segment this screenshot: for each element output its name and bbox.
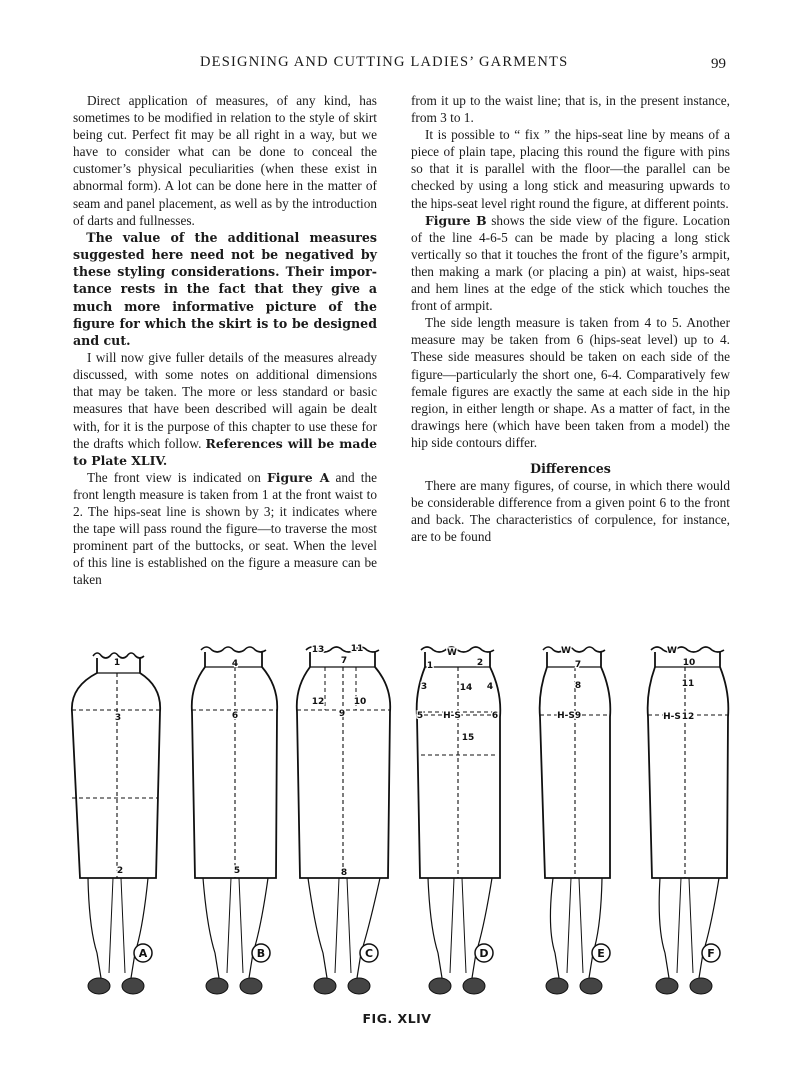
shoe — [546, 978, 568, 994]
measure-label: 6 — [231, 711, 239, 721]
measure-label: 1 — [113, 658, 121, 668]
leg — [677, 878, 681, 973]
leg — [579, 878, 583, 973]
measure-label: 9 — [574, 711, 582, 721]
running-header — [0, 54, 794, 74]
figure-caption: FIG. XLIV — [362, 1011, 432, 1026]
leg — [203, 878, 219, 978]
measure-label: 8 — [340, 868, 348, 878]
figure-reference: Figure B — [424, 212, 487, 228]
measure-label: 12 — [311, 697, 325, 707]
leg — [109, 878, 113, 973]
measure-label: 4 — [231, 659, 239, 669]
section-heading: Differences — [530, 460, 611, 476]
leg — [239, 878, 243, 973]
measure-label: 10 — [353, 697, 367, 707]
shoe — [580, 978, 602, 994]
paragraph-text: I will now give fuller details of the measures already discussed, with some notes on additional dimensions that may be taken. The more or less standard or basic measures that have been described will again be dealt with, for it is the purpose of this chapter to use these for the drafts which follow. — [73, 350, 377, 451]
shoe — [463, 978, 485, 994]
measure-label: 2 — [116, 866, 124, 876]
paragraph — [73, 349, 377, 469]
paragraph — [73, 469, 377, 589]
measure-label: 13 — [311, 645, 325, 655]
measure-label: 1 — [426, 661, 434, 671]
left-column — [73, 92, 377, 588]
leg — [450, 878, 454, 973]
waistband-edge — [651, 647, 724, 652]
measure-label: 12 — [681, 712, 695, 722]
leg — [589, 878, 602, 978]
paragraph: It is possible to “ fix ” the hips-seat line by means of a piece of plain tape, placing this round the figure with pins so that it is parallel with the floor—the parallel can be checked by using a long stick and measuring upwards to the hips-seat level right round the figure, at different points. — [411, 127, 730, 211]
paragraph: from it up to the waist line; that is, in the present instance, from 3 to 1. — [411, 93, 730, 126]
leg — [347, 878, 351, 973]
shoe — [348, 978, 370, 994]
leg — [308, 878, 327, 978]
leg — [689, 878, 693, 973]
measure-label: 11 — [350, 644, 364, 654]
shoe — [656, 978, 678, 994]
paragraph-text: and the front length measure is taken from 1 at the front waist to 2. The hips-seat line is shown by 3; it indicates where the tape will pass round the figure—to traverse the most prominent part of the buttocks, or seat. When the level of this line is established on the figure a measure can be taken — [73, 469, 378, 588]
shoe — [690, 978, 712, 994]
leg — [88, 878, 101, 978]
measure-label: 9 — [338, 709, 346, 719]
figure-letter: D — [479, 947, 489, 960]
right-column — [411, 92, 730, 545]
measure-label: 5 — [416, 711, 424, 721]
bold-paragraph: The value of the additional measures suggested here need not be negatived by these styling considerations. Their importance rests in the fact that they give a much more informative picture of the figure for which the skirt is to be designed and cut. — [73, 229, 377, 348]
leg — [567, 878, 571, 973]
figure-letter: B — [256, 947, 266, 960]
measure-label: 6 — [491, 711, 499, 721]
running-title: DESIGNING AND CUTTING LADIES’ GARMENTS — [200, 54, 569, 70]
measure-label: 4 — [486, 682, 494, 692]
shoe — [206, 978, 228, 994]
leg — [428, 878, 442, 978]
page-number: 99 — [711, 56, 726, 72]
measure-label: 8 — [574, 681, 582, 691]
paragraph — [411, 212, 730, 315]
measure-label: 10 — [682, 658, 696, 668]
leg — [249, 878, 268, 978]
shoe — [314, 978, 336, 994]
paragraph-text: The front view is indicated on — [86, 469, 267, 485]
measure-label: 2 — [476, 658, 484, 668]
paragraph-text: shows the side view of the figure. Location of the line 4-6-5 can be made by placing a long stick vertically so that it touches the front of the figure’s armpit, then making a mark (or placing a pin) at waist, hips-seat and hem lines at the edge of the stick which touches the front of armpit. — [411, 212, 730, 314]
leg — [131, 878, 148, 978]
figure-reference: Figure A — [266, 469, 330, 485]
measure-label: 3 — [114, 713, 122, 723]
leg — [659, 878, 669, 978]
measure-label: 7 — [340, 656, 348, 666]
paragraph: There are many figures, of course, in which there would be considerable difference from a given point 6 to the front and back. The characteristics of corpulence, for instance, are to be found — [411, 477, 730, 545]
measure-label: W — [447, 648, 457, 658]
skirt-figures-svg — [0, 620, 794, 1010]
skirt-outline — [72, 658, 160, 878]
paragraph: Direct application of measures, of any kind, has sometimes to be modified in relation to the style of skirt being cut. Perfect fit may be all right in a way, but we have to consider what can be done to conceal the customer’s physical peculiarities (when these exist in abnormal form). A lot can be done here in the matter of seam and panel placement, as well as by the introduction of darts and fullnesses. — [73, 93, 377, 228]
leg — [227, 878, 231, 973]
leg — [699, 878, 719, 978]
measure-label: 3 — [420, 682, 428, 692]
plate-reference: References will be made to Plate XLIV. — [73, 435, 377, 468]
shoe — [122, 978, 144, 994]
leg — [335, 878, 339, 973]
paragraph: The side length measure is taken from 4 to 5. Another measure may be taken from 6 (hips-seat level) up to 4. These side measures should be taken on each side of the figure—particularly the short one, 6-4. Comparatively few female figures are exactly the same at each side in the hip region, in either length or shape. As a matter of fact, in the drawings here (which have been taken from a model) the hip side contours differ. — [411, 315, 730, 450]
waistband-edge — [543, 647, 605, 652]
shoe — [88, 978, 110, 994]
measure-label: W — [561, 646, 571, 656]
shoe — [240, 978, 262, 994]
measure-label: 7 — [574, 660, 582, 670]
measure-label: 5 — [233, 866, 241, 876]
measure-label: W — [667, 646, 677, 656]
skirt-figures-illustration — [0, 620, 794, 1010]
leg — [121, 878, 125, 973]
measure-label: 11 — [681, 679, 695, 689]
figure-letter: A — [138, 947, 148, 960]
figure-letter: C — [364, 947, 374, 960]
measure-label: H-S — [663, 712, 681, 722]
measure-label: H-S — [557, 711, 575, 721]
measure-label: H-S — [443, 711, 461, 721]
figure-letter: F — [707, 947, 715, 960]
leg — [472, 878, 492, 978]
leg — [550, 878, 559, 978]
figure-letter: E — [597, 947, 605, 960]
measure-label: 15 — [461, 733, 475, 743]
shoe — [429, 978, 451, 994]
waistband-edge — [421, 647, 494, 652]
leg — [357, 878, 380, 978]
leg — [462, 878, 466, 973]
measure-label: 14 — [459, 683, 473, 693]
waistband-edge — [201, 647, 266, 652]
